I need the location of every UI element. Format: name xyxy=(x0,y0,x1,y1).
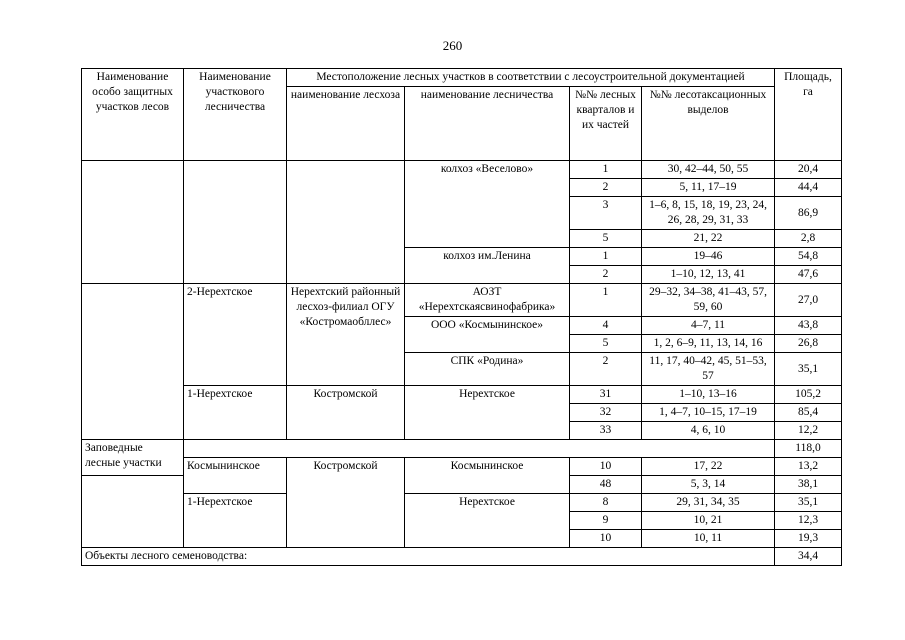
empty-cell xyxy=(184,161,287,284)
quarter-cell: 1 xyxy=(570,284,642,317)
sections-cell: 10, 21 xyxy=(642,512,775,530)
sections-cell: 10, 11 xyxy=(642,530,775,548)
quarter-cell: 5 xyxy=(570,230,642,248)
area-cell: 38,1 xyxy=(775,476,842,494)
area-cell: 13,2 xyxy=(775,458,842,476)
quarter-cell: 8 xyxy=(570,494,642,512)
area-cell: 19,3 xyxy=(775,530,842,548)
sections-cell: 11, 17, 40–42, 45, 51–53, 57 xyxy=(642,353,775,386)
quarter-cell: 4 xyxy=(570,317,642,335)
empty-cell xyxy=(82,476,184,548)
district-forestry: 1-Нерехтское xyxy=(184,494,287,548)
header-forestry: наименование лесничества xyxy=(405,87,570,161)
sections-cell: 1–10, 12, 13, 41 xyxy=(642,266,775,284)
leskhoz-name: Костромской xyxy=(287,386,405,440)
quarter-cell: 32 xyxy=(570,404,642,422)
sections-cell: 21, 22 xyxy=(642,230,775,248)
header-area: Площадь, га xyxy=(775,69,842,161)
sections-cell: 19–46 xyxy=(642,248,775,266)
quarter-cell: 2 xyxy=(570,353,642,386)
reserve-total: 118,0 xyxy=(775,440,842,458)
area-cell: 86,9 xyxy=(775,197,842,230)
sections-cell: 30, 42–44, 50, 55 xyxy=(642,161,775,179)
leskhoz-name: Костромской xyxy=(287,458,405,548)
forestry-name: колхоз «Веселово» xyxy=(405,161,570,248)
sections-cell: 29–32, 34–38, 41–43, 57, 59, 60 xyxy=(642,284,775,317)
table-row xyxy=(82,386,842,404)
table-row xyxy=(82,458,842,476)
footer-row xyxy=(82,548,842,566)
header-sections: №№ лесотаксационных выделов xyxy=(642,87,775,161)
table-row xyxy=(82,440,842,458)
forestry-name: ООО «Космынинское» xyxy=(405,317,570,353)
quarter-cell: 10 xyxy=(570,458,642,476)
forestry-name: Нерехтское xyxy=(405,386,570,440)
forestry-name: колхоз им.Ленина xyxy=(405,248,570,284)
quarter-cell: 9 xyxy=(570,512,642,530)
header-row-1 xyxy=(82,69,842,87)
header-protected-name: Наименование особо защитных участков лесов xyxy=(82,69,184,161)
quarter-cell: 3 xyxy=(570,197,642,230)
area-cell: 12,2 xyxy=(775,422,842,440)
area-cell: 12,3 xyxy=(775,512,842,530)
quarter-cell: 2 xyxy=(570,266,642,284)
sections-cell: 5, 11, 17–19 xyxy=(642,179,775,197)
area-cell: 35,1 xyxy=(775,494,842,512)
reserve-label: Заповедные лесные участки xyxy=(82,440,184,476)
sections-cell: 5, 3, 14 xyxy=(642,476,775,494)
empty-cell xyxy=(82,284,184,440)
quarter-cell: 2 xyxy=(570,179,642,197)
sections-cell: 17, 22 xyxy=(642,458,775,476)
sections-cell: 4, 6, 10 xyxy=(642,422,775,440)
forestry-name: СПК «Родина» xyxy=(405,353,570,386)
sections-cell: 1, 4–7, 10–15, 17–19 xyxy=(642,404,775,422)
quarter-cell: 1 xyxy=(570,161,642,179)
area-cell: 27,0 xyxy=(775,284,842,317)
seed-objects-label: Объекты лесного семеноводства: xyxy=(82,548,775,566)
area-cell: 85,4 xyxy=(775,404,842,422)
sections-cell: 1, 2, 6–9, 11, 13, 14, 16 xyxy=(642,335,775,353)
quarter-cell: 48 xyxy=(570,476,642,494)
seed-objects-area: 34,4 xyxy=(775,548,842,566)
area-cell: 43,8 xyxy=(775,317,842,335)
quarter-cell: 5 xyxy=(570,335,642,353)
area-cell: 47,6 xyxy=(775,266,842,284)
table-row xyxy=(82,161,842,179)
quarter-cell: 31 xyxy=(570,386,642,404)
area-cell: 2,8 xyxy=(775,230,842,248)
table-row xyxy=(82,284,842,317)
empty-cell xyxy=(184,440,775,458)
table-row xyxy=(82,494,842,512)
district-forestry: Космынинское xyxy=(184,458,287,494)
area-cell: 44,4 xyxy=(775,179,842,197)
quarter-cell: 33 xyxy=(570,422,642,440)
area-cell: 20,4 xyxy=(775,161,842,179)
district-forestry: 1-Нерехтское xyxy=(184,386,287,440)
sections-cell: 4–7, 11 xyxy=(642,317,775,335)
district-forestry: 2-Нерехтское xyxy=(184,284,287,386)
empty-cell xyxy=(287,161,405,284)
forest-areas-table xyxy=(81,68,842,566)
area-cell: 105,2 xyxy=(775,386,842,404)
sections-cell: 1–6, 8, 15, 18, 19, 23, 24, 26, 28, 29, 31, 33 xyxy=(642,197,775,230)
header-location: Местоположение лесных участков в соответствии с лесоустроительной документацией xyxy=(287,69,775,87)
quarter-cell: 1 xyxy=(570,248,642,266)
leskhoz-name: Нерехтский районный лесхоз-филиал ОГУ «Костромаобллес» xyxy=(287,284,405,386)
area-cell: 26,8 xyxy=(775,335,842,353)
empty-cell xyxy=(82,161,184,284)
forestry-name: АОЗТ «Нерехтскаясвинофабрика» xyxy=(405,284,570,317)
header-district-forestry: Наименование участкового лесничества xyxy=(184,69,287,161)
page-number: 260 xyxy=(442,38,463,53)
forestry-name: Нерехтское xyxy=(405,494,570,548)
area-cell: 54,8 xyxy=(775,248,842,266)
sections-cell: 1–10, 13–16 xyxy=(642,386,775,404)
header-quarters: №№ лесных кварталов и их частей xyxy=(570,87,642,161)
forestry-name: Космынинское xyxy=(405,458,570,494)
quarter-cell: 10 xyxy=(570,530,642,548)
area-cell: 35,1 xyxy=(775,353,842,386)
sections-cell: 29, 31, 34, 35 xyxy=(642,494,775,512)
header-leskhoz: наименование лесхоза xyxy=(287,87,405,161)
